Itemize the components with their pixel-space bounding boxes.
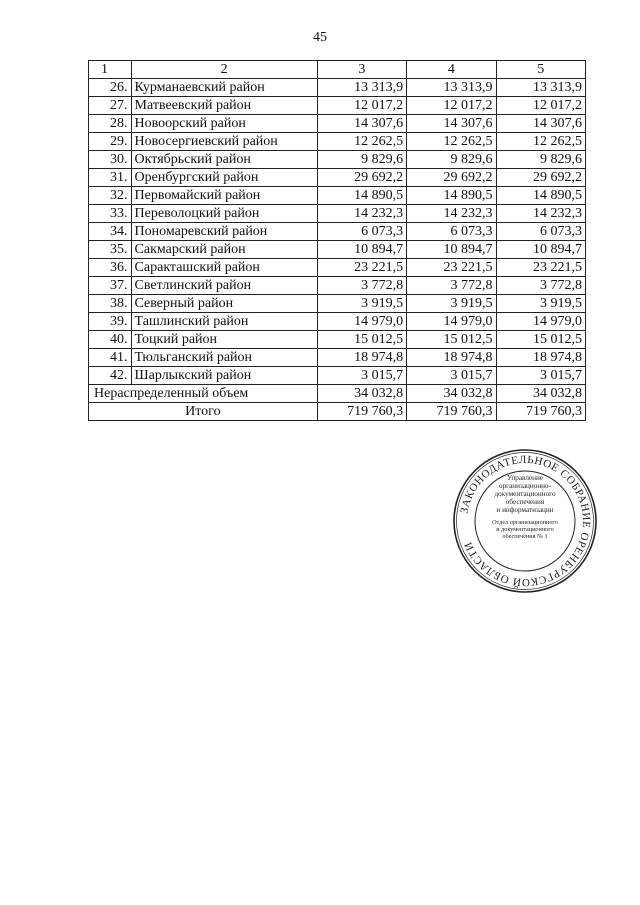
value-col-4: 18 974,8 [407,349,496,367]
unallocated-v5: 34 032,8 [496,385,585,403]
row-number: 28. [89,115,132,133]
value-col-3: 15 012,5 [317,331,406,349]
table-row [89,97,586,115]
value-col-5: 29 692,2 [496,169,585,187]
district-name: Шарлыкский район [131,367,317,385]
district-name: Северный район [131,295,317,313]
table-row [89,187,586,205]
value-col-4: 3 015,7 [407,367,496,385]
table-row [89,241,586,259]
table-row [89,367,586,385]
row-number: 37. [89,277,132,295]
value-col-3: 12 017,2 [317,97,406,115]
total-row [89,403,586,421]
header-col-2: 2 [131,61,317,79]
district-name: Тоцкий район [131,331,317,349]
total-label: Итого [89,403,318,421]
value-col-4: 13 313,9 [407,79,496,97]
value-col-3: 14 232,3 [317,205,406,223]
value-col-5: 13 313,9 [496,79,585,97]
district-name: Новоорский район [131,115,317,133]
value-col-3: 18 974,8 [317,349,406,367]
district-name: Матвеевский район [131,97,317,115]
value-col-3: 3 919,5 [317,295,406,313]
district-name: Октябрьский район [131,151,317,169]
value-col-5: 18 974,8 [496,349,585,367]
stamp-line: обеспечения [505,498,545,506]
data-table [88,60,586,421]
value-col-5: 12 262,5 [496,133,585,151]
value-col-4: 3 772,8 [407,277,496,295]
value-col-4: 14 890,5 [407,187,496,205]
stamp-line: Отдел организационного [492,519,558,526]
row-number: 35. [89,241,132,259]
unallocated-row [89,385,586,403]
table-row [89,133,586,151]
district-name: Оренбургский район [131,169,317,187]
unallocated-v3: 34 032,8 [317,385,406,403]
row-number: 41. [89,349,132,367]
stamp-line: обеспечения № 1 [502,533,548,540]
value-col-4: 29 692,2 [407,169,496,187]
table-row [89,349,586,367]
value-col-4: 9 829,6 [407,151,496,169]
row-number: 36. [89,259,132,277]
stamp-line: документационного [494,490,556,498]
total-v5: 719 760,3 [496,403,585,421]
table-row [89,79,586,97]
row-number: 39. [89,313,132,331]
value-col-4: 14 232,3 [407,205,496,223]
row-number: 33. [89,205,132,223]
table-row [89,169,586,187]
value-col-3: 14 307,6 [317,115,406,133]
district-name: Сакмарский район [131,241,317,259]
value-col-4: 23 221,5 [407,259,496,277]
row-number: 26. [89,79,132,97]
row-number: 34. [89,223,132,241]
value-col-3: 23 221,5 [317,259,406,277]
district-name: Первомайский район [131,187,317,205]
value-col-5: 10 894,7 [496,241,585,259]
table-body [89,79,586,385]
value-col-3: 10 894,7 [317,241,406,259]
stamp-line: организационно- [498,482,551,490]
value-col-5: 15 012,5 [496,331,585,349]
district-name: Светлинский район [131,277,317,295]
table-row [89,277,586,295]
row-number: 40. [89,331,132,349]
row-number: 29. [89,133,132,151]
value-col-5: 23 221,5 [496,259,585,277]
value-col-4: 14 979,0 [407,313,496,331]
district-name: Новосергиевский район [131,133,317,151]
table-row [89,259,586,277]
value-col-3: 14 979,0 [317,313,406,331]
header-col-1: 1 [89,61,132,79]
stamp-lines [480,474,570,514]
total-v3: 719 760,3 [317,403,406,421]
value-col-3: 3 015,7 [317,367,406,385]
district-name: Курманаевский район [131,79,317,97]
table-row [89,331,586,349]
value-col-4: 10 894,7 [407,241,496,259]
district-name: Тюльганский район [131,349,317,367]
stamp-ring-text: ЗАКОНОДАТЕЛЬНОЕ СОБРАНИЕ ОРЕНБУРГСКОЙ ОБЛАСТИ [458,453,593,589]
page-number: 45 [313,30,327,45]
value-col-4: 6 073,3 [407,223,496,241]
row-number: 31. [89,169,132,187]
value-col-3: 9 829,6 [317,151,406,169]
header-col-5: 5 [496,61,585,79]
value-col-4: 14 307,6 [407,115,496,133]
value-col-5: 12 017,2 [496,97,585,115]
value-col-5: 14 890,5 [496,187,585,205]
value-col-4: 12 017,2 [407,97,496,115]
row-number: 42. [89,367,132,385]
value-col-5: 3 772,8 [496,277,585,295]
value-col-3: 12 262,5 [317,133,406,151]
value-col-3: 14 890,5 [317,187,406,205]
value-col-5: 3 919,5 [496,295,585,313]
stamp-line: и документационного [496,526,554,533]
value-col-5: 3 015,7 [496,367,585,385]
row-number: 30. [89,151,132,169]
official-stamp [452,448,598,594]
value-col-4: 15 012,5 [407,331,496,349]
value-col-3: 3 772,8 [317,277,406,295]
table-row [89,295,586,313]
value-col-5: 14 979,0 [496,313,585,331]
value-col-5: 14 232,3 [496,205,585,223]
row-number: 38. [89,295,132,313]
table-row [89,205,586,223]
row-number: 27. [89,97,132,115]
district-name: Саракташский район [131,259,317,277]
table-row [89,313,586,331]
value-col-5: 14 307,6 [496,115,585,133]
value-col-3: 6 073,3 [317,223,406,241]
value-col-5: 6 073,3 [496,223,585,241]
value-col-4: 3 919,5 [407,295,496,313]
unallocated-v4: 34 032,8 [407,385,496,403]
district-name: Ташлинский район [131,313,317,331]
value-col-3: 13 313,9 [317,79,406,97]
table-row [89,115,586,133]
header-col-4: 4 [407,61,496,79]
stamp-line: Управление [506,474,544,482]
value-col-4: 12 262,5 [407,133,496,151]
stamp-line: и информатизации [496,506,554,514]
district-name: Пономаревский район [131,223,317,241]
district-name: Переволоцкий район [131,205,317,223]
stamp-inner-text [480,474,570,540]
total-v4: 719 760,3 [407,403,496,421]
value-col-3: 29 692,2 [317,169,406,187]
header-col-3: 3 [317,61,406,79]
table-row [89,223,586,241]
value-col-5: 9 829,6 [496,151,585,169]
unallocated-label: Нераспределенный объем [89,385,318,403]
stamp-lines-2 [480,519,570,540]
table-row [89,151,586,169]
table-header-row [89,61,586,79]
row-number: 32. [89,187,132,205]
